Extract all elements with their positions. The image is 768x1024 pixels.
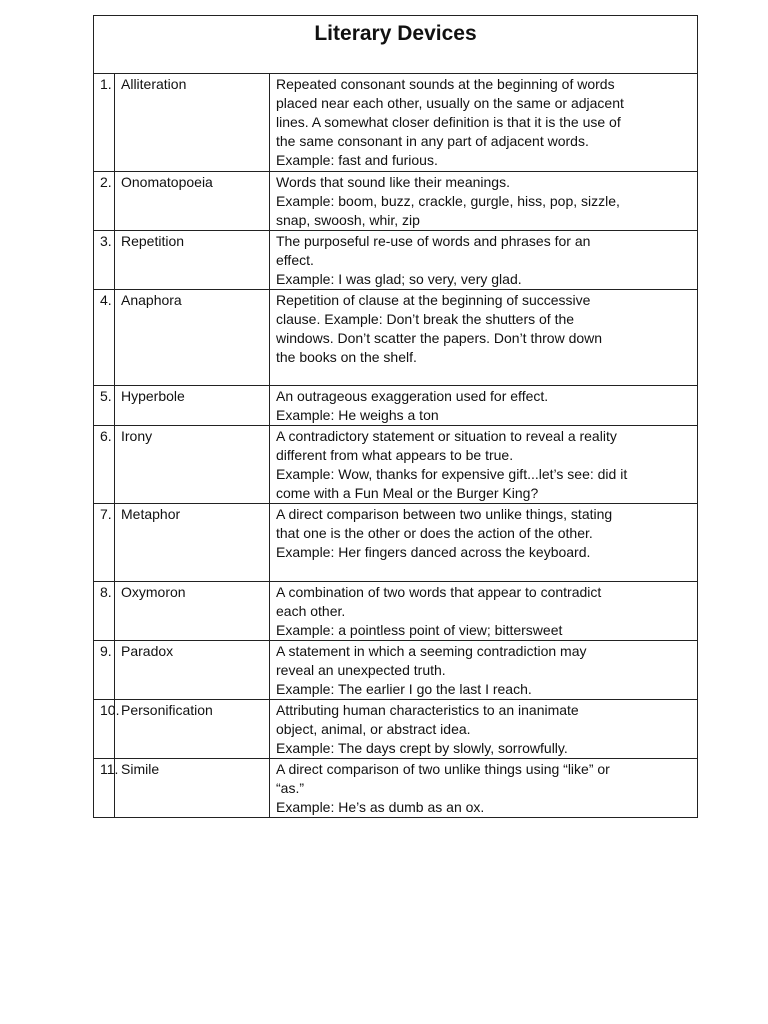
definition-line: The purposeful re-use of words and phrases for an — [276, 233, 591, 249]
title-row — [94, 16, 698, 74]
device-number: 10. — [94, 700, 115, 759]
definition-line: Example: Her fingers danced across the keyboard. — [276, 544, 591, 560]
definition-line: snap, swoosh, whir, zip — [276, 212, 420, 228]
device-definition — [270, 290, 698, 386]
literary-devices-table — [93, 15, 698, 818]
table-row — [94, 290, 698, 386]
device-definition — [270, 759, 698, 818]
device-term: Oxymoron — [115, 582, 270, 641]
definition-line: Repetition of clause at the beginning of successive — [276, 292, 591, 308]
table-row — [94, 386, 698, 426]
device-definition — [270, 582, 698, 641]
device-definition — [270, 386, 698, 426]
device-number: 5. — [94, 386, 115, 426]
device-term: Onomatopoeia — [115, 172, 270, 231]
device-term: Anaphora — [115, 290, 270, 386]
definition-line: A combination of two words that appear to contradict — [276, 584, 602, 600]
device-number: 9. — [94, 641, 115, 700]
definition-line: Example: He’s as dumb as an ox. — [276, 799, 485, 815]
definition-line: A contradictory statement or situation to reveal a reality — [276, 428, 617, 444]
table-row — [94, 231, 698, 290]
document-title: Literary Devices — [94, 16, 698, 74]
table-row — [94, 426, 698, 504]
definition-line: An outrageous exaggeration used for effect. — [276, 388, 549, 404]
table-row — [94, 759, 698, 818]
table-row — [94, 504, 698, 582]
device-number: 8. — [94, 582, 115, 641]
definition-line: Example: boom, buzz, crackle, gurgle, hiss, pop, sizzle, — [276, 193, 620, 209]
device-number: 3. — [94, 231, 115, 290]
definition-line: come with a Fun Meal or the Burger King? — [276, 485, 539, 501]
definition-line: clause. Example: Don’t break the shutters of the — [276, 311, 575, 327]
definition-line: A direct comparison of two unlike things using “like” or — [276, 761, 610, 777]
device-term: Personification — [115, 700, 270, 759]
table-row — [94, 172, 698, 231]
device-definition — [270, 700, 698, 759]
definition-line: A direct comparison between two unlike things, stating — [276, 506, 613, 522]
definition-line: Example: The earlier I go the last I reach. — [276, 681, 532, 697]
device-definition — [270, 231, 698, 290]
device-number: 2. — [94, 172, 115, 231]
definition-line: the books on the shelf. — [276, 349, 417, 365]
device-definition — [270, 426, 698, 504]
device-number: 11. — [94, 759, 115, 818]
definition-line: Attributing human characteristics to an inanimate — [276, 702, 579, 718]
definition-line: lines. A somewhat closer definition is that it is the use of — [276, 114, 621, 130]
definition-line: effect. — [276, 252, 314, 268]
device-definition — [270, 641, 698, 700]
device-number: 6. — [94, 426, 115, 504]
device-term: Paradox — [115, 641, 270, 700]
definition-line: windows. Don’t scatter the papers. Don’t throw down — [276, 330, 603, 346]
device-term: Irony — [115, 426, 270, 504]
definition-line: A statement in which a seeming contradiction may — [276, 643, 587, 659]
definition-line: Example: I was glad; so very, very glad. — [276, 271, 522, 287]
definition-line: Words that sound like their meanings. — [276, 174, 510, 190]
device-term: Simile — [115, 759, 270, 818]
device-number: 4. — [94, 290, 115, 386]
device-definition — [270, 74, 698, 172]
definition-line: different from what appears to be true. — [276, 447, 514, 463]
device-number: 1. — [94, 74, 115, 172]
table-row — [94, 74, 698, 172]
definition-line: Example: He weighs a ton — [276, 407, 439, 423]
definition-line: Example: Wow, thanks for expensive gift...let’s see: did it — [276, 466, 628, 482]
definition-line: Repeated consonant sounds at the beginning of words — [276, 76, 615, 92]
definition-line: placed near each other, usually on the same or adjacent — [276, 95, 624, 111]
table-row — [94, 582, 698, 641]
device-number: 7. — [94, 504, 115, 582]
definition-line: reveal an unexpected truth. — [276, 662, 446, 678]
table-row — [94, 641, 698, 700]
device-term: Metaphor — [115, 504, 270, 582]
definition-line: Example: The days crept by slowly, sorrowfully. — [276, 740, 568, 756]
definition-line: Example: a pointless point of view; bittersweet — [276, 622, 563, 638]
definition-line: the same consonant in any part of adjacent words. — [276, 133, 589, 149]
definition-line: object, animal, or abstract idea. — [276, 721, 471, 737]
device-definition — [270, 172, 698, 231]
table-row — [94, 700, 698, 759]
device-definition — [270, 504, 698, 582]
device-term: Repetition — [115, 231, 270, 290]
definition-line: Example: fast and furious. — [276, 152, 438, 168]
device-term: Alliteration — [115, 74, 270, 172]
definition-line: “as.” — [276, 780, 304, 796]
definition-line: that one is the other or does the action of the other. — [276, 525, 593, 541]
device-term: Hyperbole — [115, 386, 270, 426]
definition-line: each other. — [276, 603, 346, 619]
